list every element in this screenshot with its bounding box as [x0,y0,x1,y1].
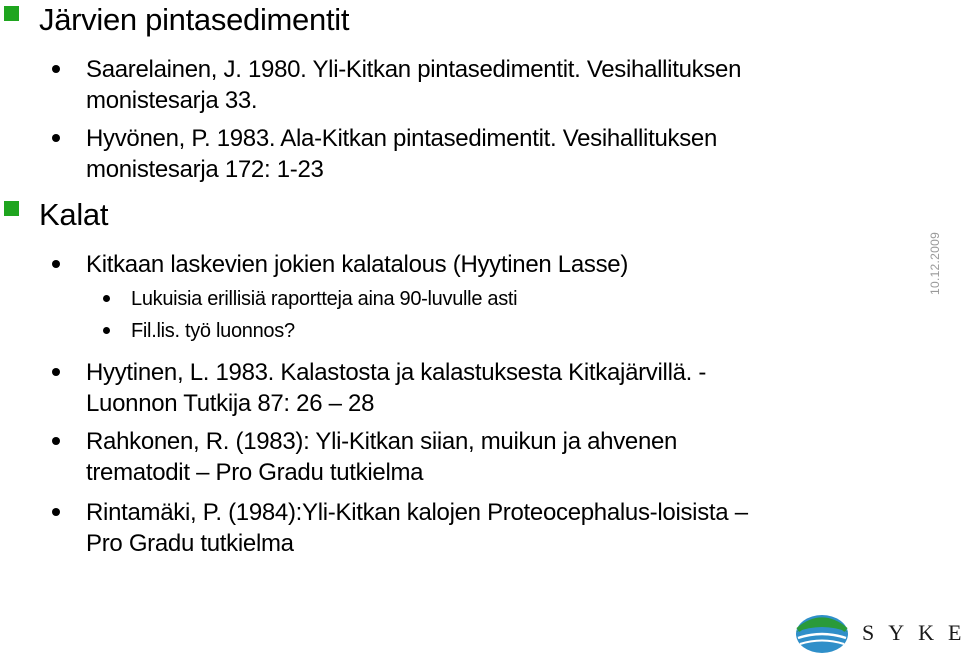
bullet-dot-icon [52,508,60,516]
section-title: Kalat [39,197,109,232]
list-item-line: Luonnon Tutkija 87: 26 – 28 [86,390,375,417]
list-item-line: Rahkonen, R. (1983): Yli-Kitkan siian, muikun ja ahvenen [86,428,678,455]
section-title: Järvien pintasedimentit [39,2,350,37]
list-item [86,249,628,280]
list-item-line: Hyvönen, P. 1983. Ala-Kitkan pintasedimentit. Vesihallituksen [86,125,717,152]
list-item-line: trematodit – Pro Gradu tutkielma [86,459,424,486]
bullet-dot-icon [103,327,110,334]
list-item [86,357,706,419]
list-item-line: Saarelainen, J. 1980. Yli-Kitkan pintasedimentit. Vesihallituksen [86,56,742,83]
list-item-line: Rintamäki, P. (1984):Yli-Kitkan kalojen Proteocephalus-loisista – [86,499,748,526]
bullet-dot-icon [52,65,60,73]
list-item [86,497,748,559]
logo-text: SYKE [862,620,975,645]
bullet-dot-icon [52,134,60,142]
bullet-dot-icon [52,437,60,445]
list-item-line: Hyytinen, L. 1983. Kalastosta ja kalastuksesta Kitkajärvillä. - [86,359,707,386]
syke-logo [792,608,975,656]
list-item-line: Pro Gradu tutkielma [86,530,294,557]
slide-date: 10.12.2009 [928,231,942,295]
square-bullet-icon [4,201,19,216]
list-item-line: monistesarja 172: 1-23 [86,156,324,183]
list-item-line: monistesarja 33. [86,87,258,114]
bullet-dot-icon [52,368,60,376]
bullet-dot-icon [103,295,110,302]
square-bullet-icon [4,6,19,21]
list-item [86,426,677,488]
sub-list-item [131,285,517,313]
list-item-line: Lukuisia erillisiä raportteja aina 90-luvulle asti [131,288,518,310]
list-item [86,123,717,185]
bullet-dot-icon [52,260,60,268]
list-item-line: Fil.lis. työ luonnos? [131,320,295,342]
list-item-line: Kitkaan laskevien jokien kalatalous (Hyytinen Lasse) [86,251,629,278]
sub-list-item [131,317,295,345]
syke-wave-logo-icon [792,608,856,656]
list-item [86,54,741,116]
